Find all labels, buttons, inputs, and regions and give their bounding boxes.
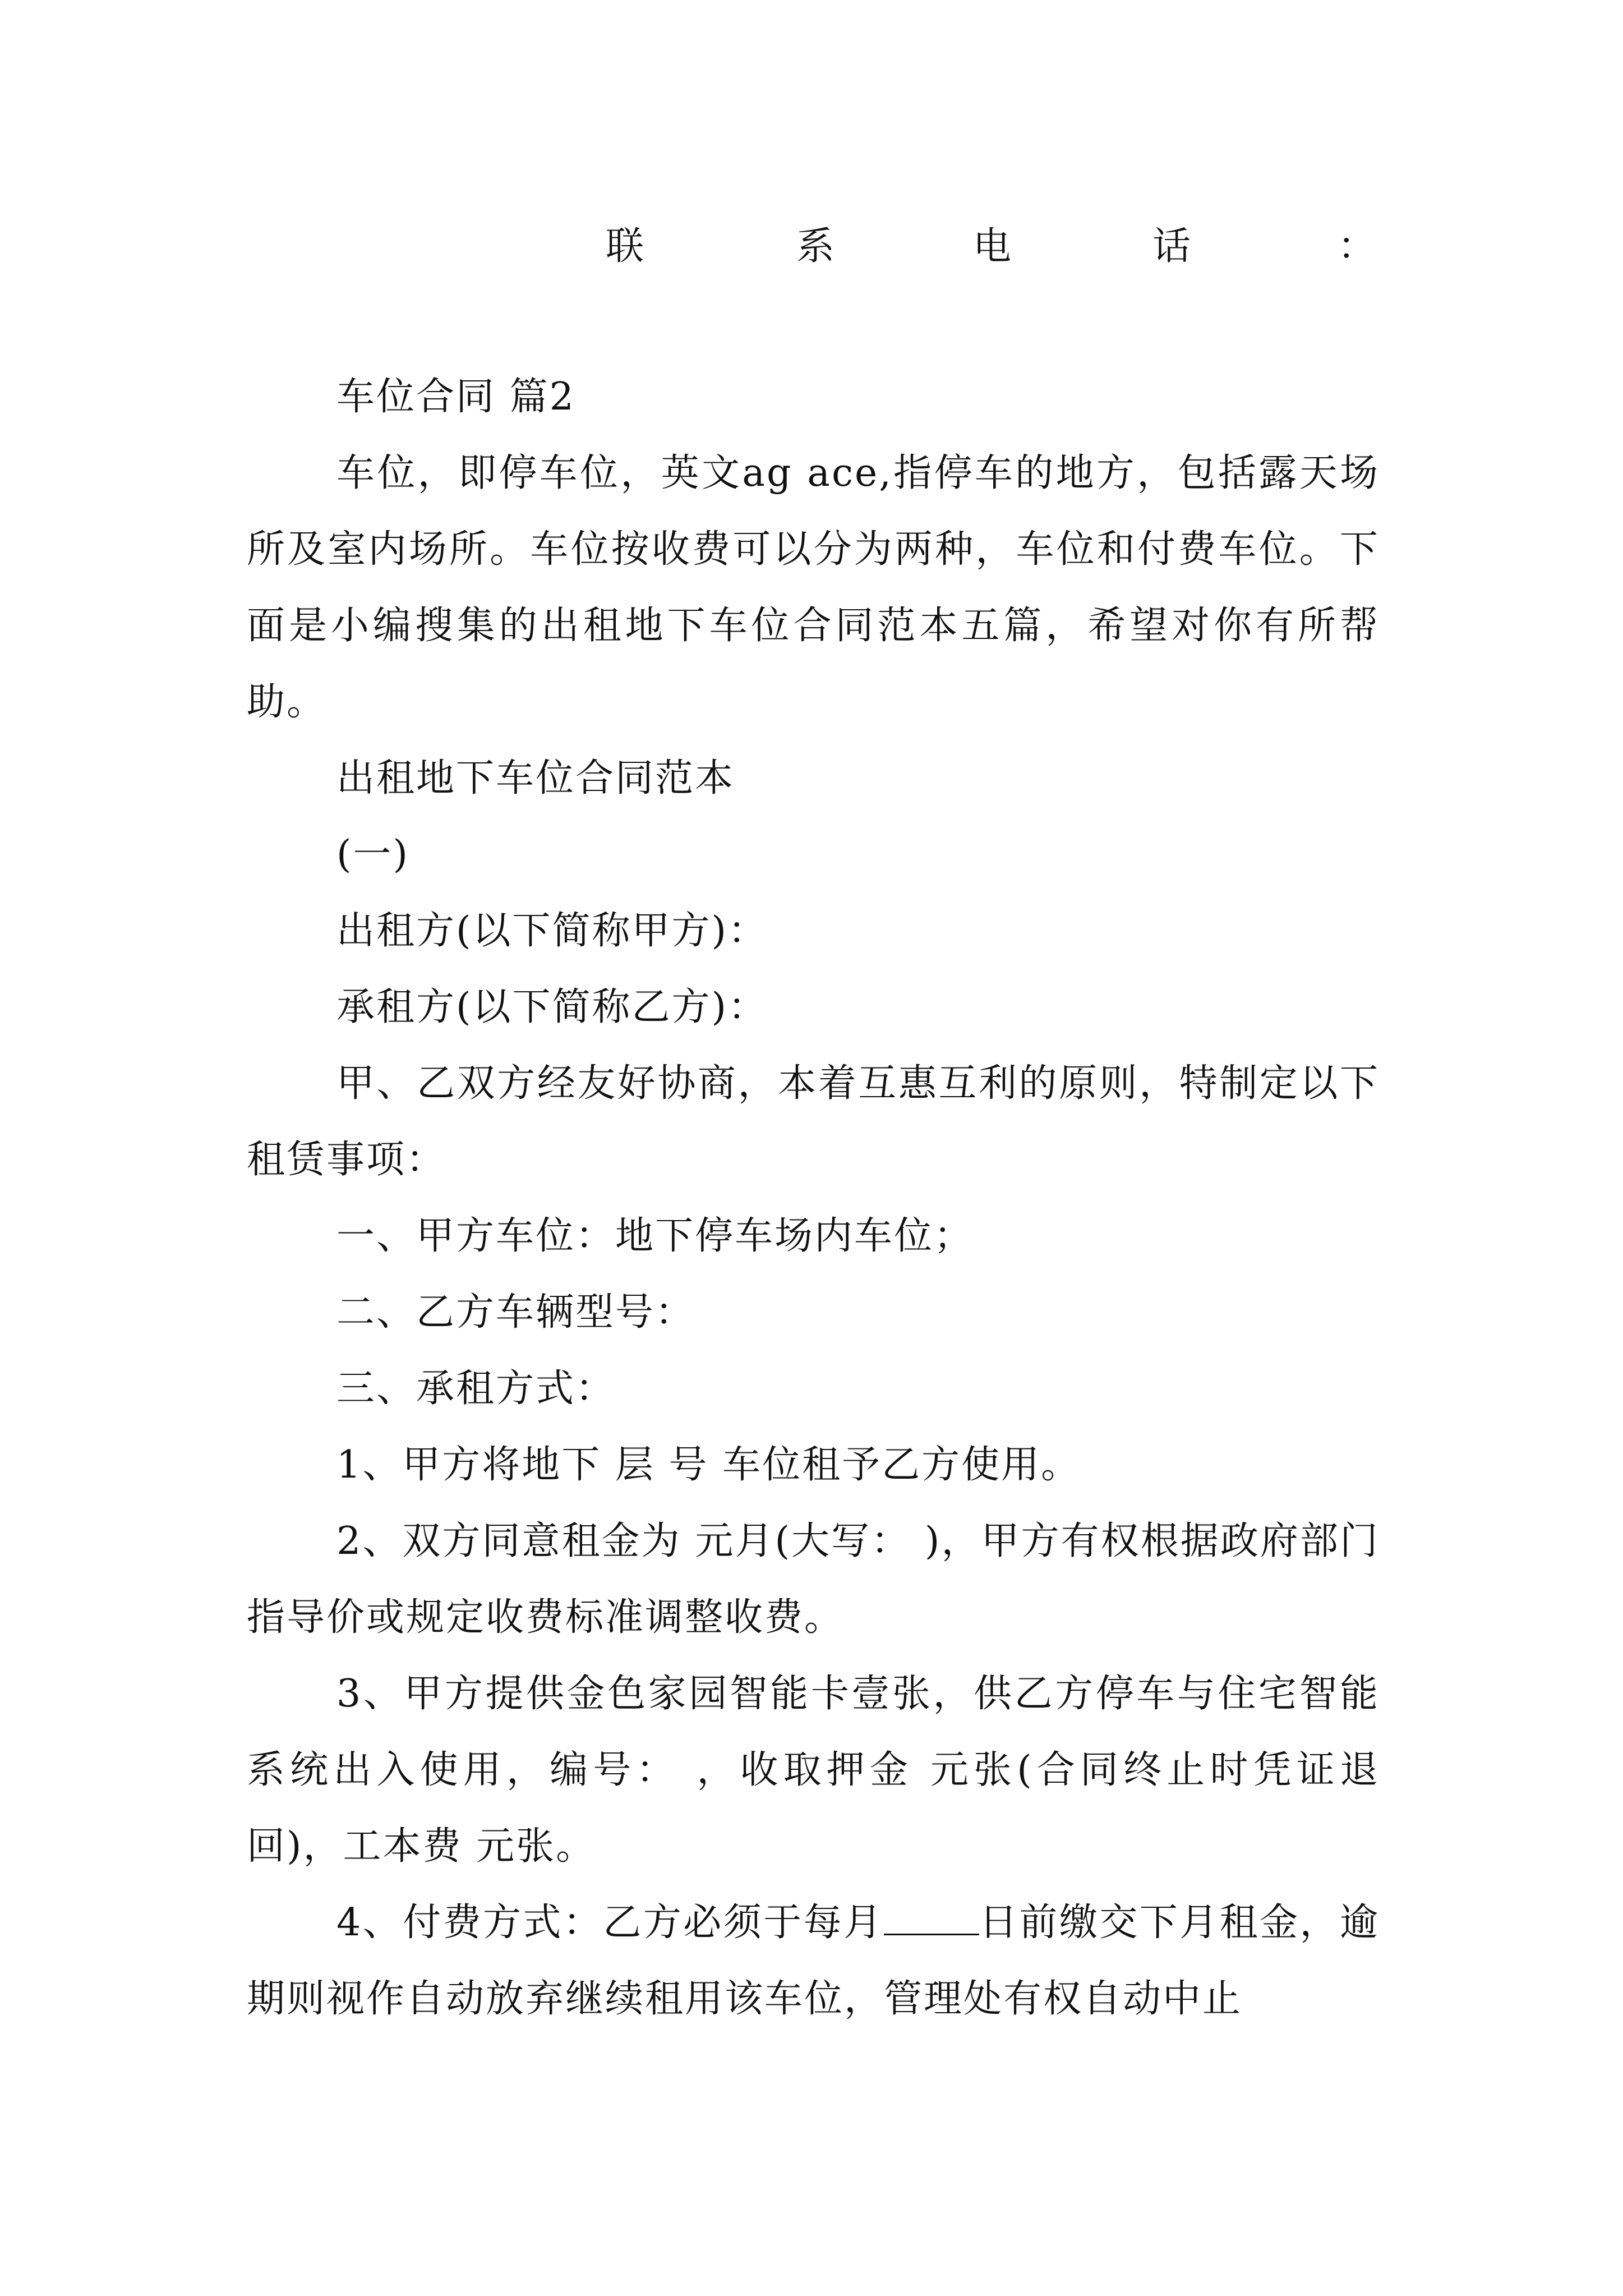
agreement-paragraph: 甲、乙双方经友好协商，本着互惠互利的原则，特制定以下租赁事项： bbox=[247, 1061, 1380, 1182]
contact-phone-line bbox=[606, 216, 1380, 278]
contact-char: 电 bbox=[973, 224, 1012, 269]
contract-number: (一) bbox=[336, 832, 410, 877]
contact-char: 联 bbox=[606, 224, 644, 269]
clause-parking-space: 一、甲方车位：地下停车场内车位； bbox=[336, 1214, 974, 1258]
clause-lease-method: 三、承租方式： bbox=[336, 1366, 616, 1411]
contact-colon: ： bbox=[1338, 224, 1376, 269]
lessee-line: 承租方(以下简称乙方)： bbox=[336, 985, 768, 1029]
contact-char: 系 bbox=[796, 224, 835, 269]
contract-title: 出租地下车位合同范本 bbox=[336, 756, 735, 800]
clause-vehicle-model: 二、乙方车辆型号： bbox=[336, 1290, 695, 1335]
clause-item-3: 3、甲方提供金色家园智能卡壹张，供乙方停车与住宅智能系统出入使用，编号： ，收取押金 元张(合同终止时凭证退回)，工本费 元张。 bbox=[247, 1672, 1380, 1869]
payment-text-before: 4、付费方式：乙方必须于每月 bbox=[336, 1901, 884, 1945]
intro-paragraph: 车位，即停车位，英文ag ace,指停车的地方，包括露天场所及室内场所。车位按收费可以分为两种，车位和付费车位。下面是小编搜集的出租地下车位合同范本五篇，希望对你有所帮助。 bbox=[247, 451, 1380, 724]
contact-char: 话 bbox=[1152, 224, 1191, 269]
clause-item-2: 2、双方同意租金为 元月(大写： )，甲方有权根据政府部门指导价或规定收费标准调整收费。 bbox=[247, 1519, 1380, 1640]
clause-item-4 bbox=[247, 1885, 1380, 2037]
clause-item-1: 1、甲方将地下 层 号 车位租予乙方使用。 bbox=[336, 1443, 1081, 1487]
fill-in-blank bbox=[884, 1899, 979, 1935]
contract-body bbox=[247, 359, 1380, 2037]
lessor-line: 出租方(以下简称甲方)： bbox=[336, 909, 768, 953]
section-heading: 车位合同 篇2 bbox=[336, 375, 575, 419]
payment-text-after: 日前缴交下月租金，逾期则视作自动放弃继续租用该车位，管理处有权自动中止 bbox=[247, 1901, 1380, 2021]
